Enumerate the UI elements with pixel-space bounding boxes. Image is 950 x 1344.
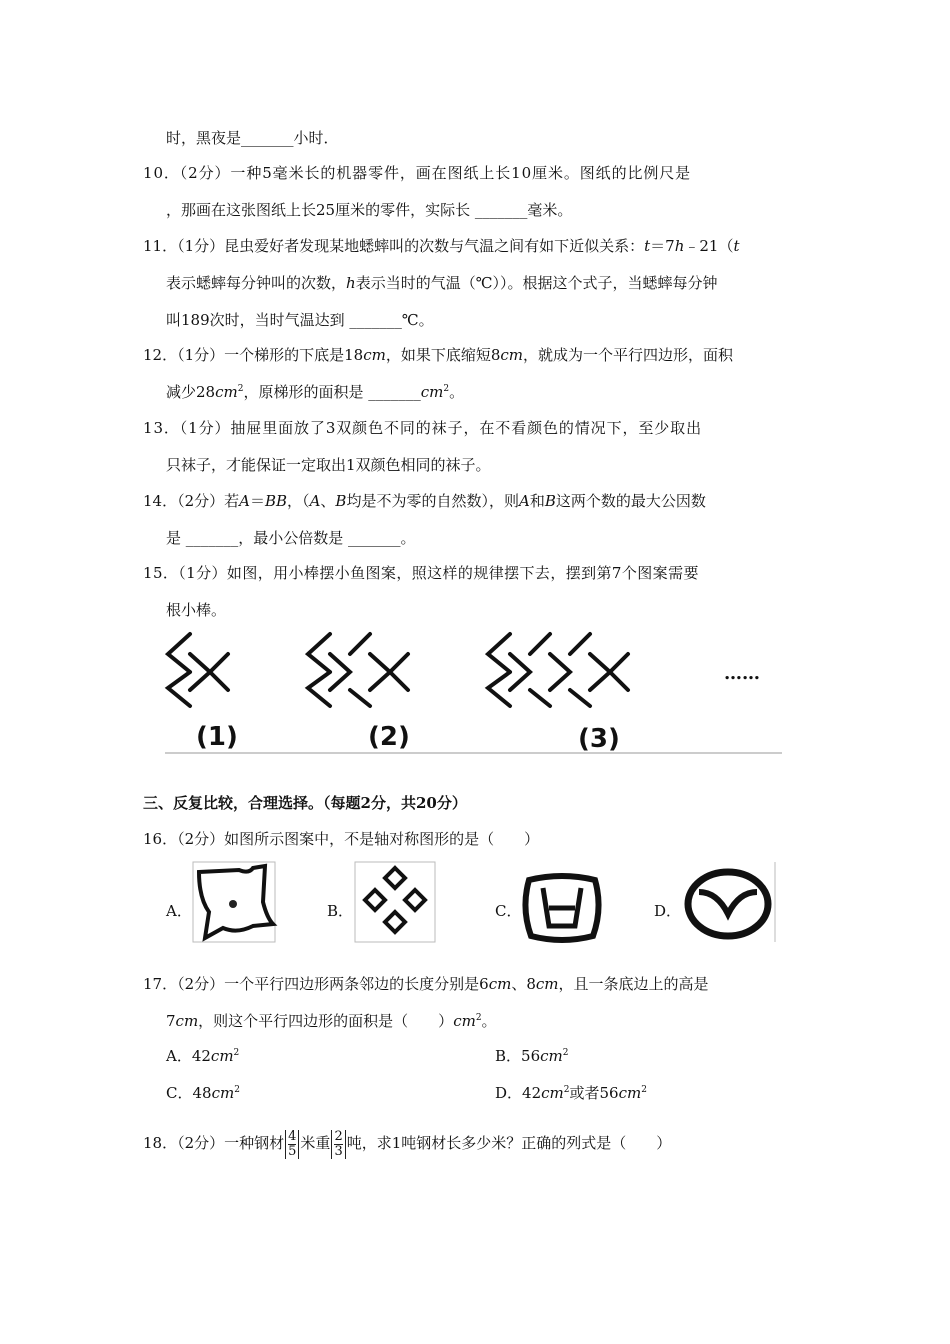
q17-option-a[interactable]: A．$42cm^2$ (166, 1047, 240, 1065)
fish-figure-2 (308, 634, 408, 706)
q11-line3: 叫189次时，当时气温达到 _______℃。 (166, 311, 434, 329)
q11-line2: 表示蟋蟀每分钟叫的次数，h表示当时的气温（℃））。根据这个式子，当蟋蟀每分钟 (166, 274, 718, 292)
q16-option-b-label[interactable]: B． (327, 902, 354, 920)
q10-line1: 10．（2分）一种5毫米长的机器零件，画在图纸上长10厘米。图纸的比例尺是 (143, 164, 692, 182)
q17-line1: 17．（2分）一个平行四边形两条邻边的长度分别是6cm、8cm，且一条底边上的高是 (143, 975, 709, 993)
q12-line2: 减少$28cm^2$，原梯形的面积是 $\_\_\_\_\_\_\_cm^2$。 (166, 383, 465, 401)
fish-label-3: (3) (578, 724, 620, 754)
q13-line2: 只袜子，才能保证一定取出1双颜色相同的袜子。 (166, 456, 491, 474)
section-3-heading: 三、反复比较，合理选择。（每题2分，共20分） (143, 794, 467, 812)
q15-line1: 15．（1分）如图，用小棒摆小鱼图案，照这样的规律摆下去，摆到第7个图案需要 (143, 564, 699, 582)
q12-line1: 12．（1分）一个梯形的下底是18cm，如果下底缩短8cm，就成为一个平行四边形，面积 (143, 346, 734, 364)
q16-stem: 16．（2分）如图所示图案中，不是轴对称图形的是（ ） (143, 830, 540, 848)
q10-line2: ，那画在这张图纸上长25厘米的零件，实际长 _______毫米。 (166, 201, 573, 219)
fish-figure-3 (488, 634, 628, 706)
q14-line1: 14．（2分）若A＝BB，（A、B均是不为零的自然数），则A和B这两个数的最大公因数 (143, 492, 706, 510)
q18-stem: 18．（2分）一种钢材 $\frac{4}{5}$ 米重 $\frac{2}{3}$ 吨，求1吨钢材长多少米？正确的列式是（ ） (143, 1128, 672, 1159)
q13-line1: 13．（1分）抽屉里面放了3双颜色不同的袜子，在不看颜色的情况下，至少取出 (143, 419, 702, 437)
q15-line2: 根小棒。 (166, 601, 227, 619)
q16-option-d-figure (683, 862, 777, 942)
q17-option-b[interactable]: B．$56cm^2$ (495, 1047, 569, 1065)
q14-line2: 是 _______，最小公倍数是 _______。 (166, 529, 416, 547)
fish-figure-1 (168, 634, 228, 706)
fish-label-1: (1) (196, 722, 238, 752)
q16-option-c-label[interactable]: C． (495, 902, 522, 920)
q9-tail: 时，黑夜是_______小时． (166, 129, 339, 147)
fraction-four-fifths: $\frac{4}{5}$ (285, 1130, 299, 1159)
q16-option-d-label[interactable]: D． (654, 902, 682, 920)
fish-pattern-figure (160, 626, 790, 756)
q16-option-a-figure (193, 862, 275, 942)
q17-option-c[interactable]: C．$48cm^2$ (166, 1084, 240, 1102)
q17-option-d[interactable]: D．$42cm^2$或者$56cm^2$ (495, 1084, 647, 1102)
fish-label-2: (2) (368, 722, 410, 752)
q16-option-b-figure (355, 862, 435, 942)
fraction-two-thirds: $\frac{2}{3}$ (331, 1130, 345, 1159)
fish-ellipsis: …… (724, 663, 760, 684)
q16-option-c-figure (521, 874, 603, 944)
q17-line2: 7cm，则这个平行四边形的面积是（ ）$cm^2$。 (166, 1012, 497, 1030)
q11-line1: 11．（1分）昆虫爱好者发现某地蟋蟀叫的次数与气温之间有如下近似关系：t＝7h﹣21（t (143, 237, 740, 255)
q16-option-a-label[interactable]: A． (166, 902, 192, 920)
